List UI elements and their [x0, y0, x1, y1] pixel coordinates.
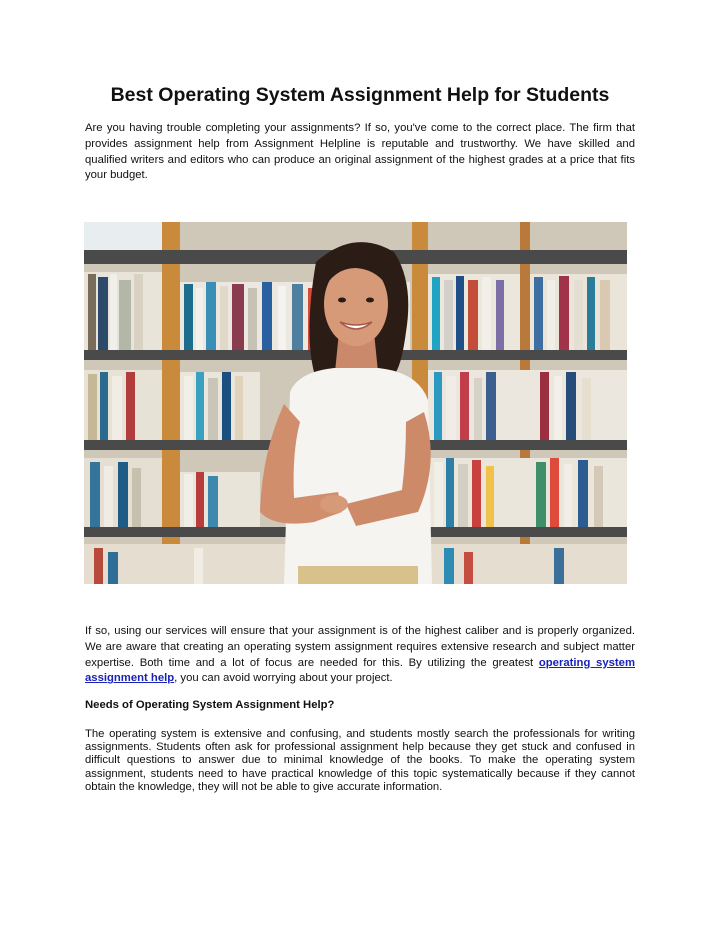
needs-paragraph: The operating system is extensive and confusing, and students mostly search the professionals for writing assignments. Students often ask for professional assignment help because they get stuck and confused in difficult questions to answer due to minimal knowledge of the books. To make the operating system assignment, students need to have practical knowledge of this topic systematically because if they cannot obtain the knowledge, they will not be able to give accurate information. — [85, 728, 635, 793]
student-library-photo — [84, 222, 627, 584]
services-text-before-link: If so, using our services will ensure that your assignment is of the highest caliber and is properly organized. We are aware that creating an operating system assignment requires extensive research and subject matter expertise. Both time and a lot of focus are needed for this. By utilizing the greatest — [85, 625, 635, 669]
document-title: Best Operating System Assignment Help for Students — [110, 84, 610, 106]
services-text-after-link: , you can avoid worrying about your project. — [174, 672, 393, 685]
services-paragraph — [85, 624, 635, 687]
intro-paragraph: Are you having trouble completing your assignments? If so, you've come to the correct place. The firm that provides assignment help from Assignment Helpline is reputable and trustworthy. We have skilled and qualified writers and editors who can produce an original assignment of the highest grades at a price that fits your budget. — [85, 122, 635, 182]
operating-system-assignment-help-link[interactable]: operating system assignment help — [85, 656, 635, 685]
section-heading: Needs of Operating System Assignment Help? — [85, 699, 335, 711]
